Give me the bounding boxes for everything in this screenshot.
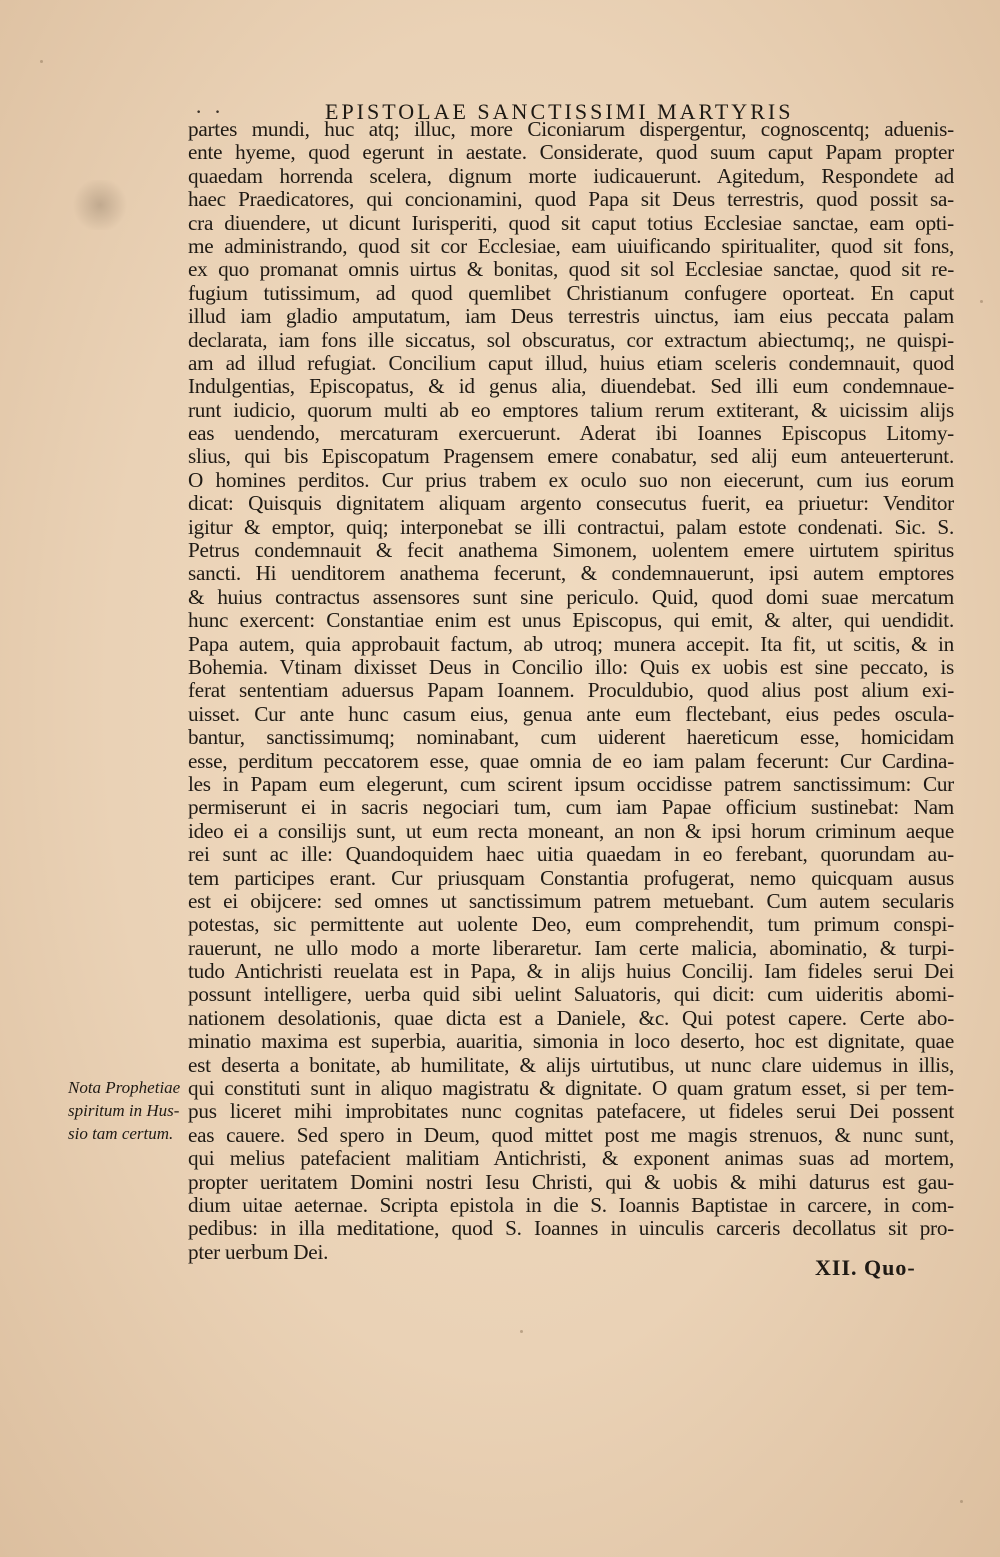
- text-line: am ad illud refugiat. Concilium caput illud, huius etiam sceleris condemnauit, quod: [188, 350, 954, 375]
- text-line: declarata, iam fons ille siccatus, sol obscuratus, cor extractum abiectumq;, ne quispi-: [188, 327, 954, 352]
- text-line: partes mundi, huc atq; illuc, more Ciconiarum dispergentur, cognoscentq; aduenis-: [188, 117, 954, 141]
- body-text: [188, 118, 954, 1264]
- text-line: qui constituti sunt in aliquo magistratu & dignitate. O quam gratum esset, si per tem-: [188, 1076, 954, 1101]
- text-line: Bohemia. Vtinam dixisset Deus in Concilio illo: Quis ex uobis est sine peccato, is: [188, 654, 954, 679]
- text-line: runt iudicio, quorum multi ab eo emptores talium rerum extiterant, & uicissim alijs: [188, 397, 954, 422]
- text-line: ex quo promanat omnis uirtus & bonitas, quod sit sol Ecclesiae sanctae, quod sit re-: [188, 257, 954, 282]
- margin-note-line: sio tam certum.: [68, 1124, 174, 1143]
- text-line: & huius contractus assensores sunt sine periculo. Quid, quod domi suae mercatum: [188, 584, 954, 609]
- running-title: EPISTOLAE SANCTISSIMI MARTYRIS: [325, 99, 794, 124]
- text-line: rei sunt ac ille: Quandoquidem haec uitia quaedam in eo ferebant, quorundam au-: [188, 842, 954, 867]
- text-line: qui melius patefacient malitiam Antichristi, & exponent animas suas ad mortem,: [188, 1146, 954, 1171]
- text-line: slius, qui bis Episcopatum Pragensem emere conabatur, sed alij eum anteuerterunt.: [188, 444, 954, 469]
- text-line: ferat sententiam aduersus Papam Ioannem. Proculdubio, quod alius post alium exi-: [188, 678, 954, 703]
- text-line: Petrus condemnauit & fecit anathema Simonem, uolentem emere uirtutem spiritus: [188, 538, 954, 563]
- text-line: est deserta a bonitate, ab humilitate, & alijs uirtutibus, ut nunc clare uidemus in illis,: [188, 1052, 954, 1077]
- text-line: igitur & emptor, quiq; interponebat se illi contractui, palam estote condenati. Sic. S.: [188, 514, 954, 539]
- text-line: ideo ei a consilijs sunt, ut eum recta moneant, an non & ipsi horum criminum aeque: [188, 818, 954, 843]
- text-line: eas cauere. Sed spero in Deum, quod mittet post me magis strenuos, & nunc sunt,: [188, 1122, 954, 1147]
- margin-note-line: spiritum in Hus-: [68, 1101, 180, 1120]
- text-line: haec Praedicatores, qui concionamini, quod Papa sit Deus terrestris, quod possit sa-: [188, 187, 954, 212]
- text-line: cra diuendere, ut dicunt Iurisperiti, quod sit caput totius Ecclesiae sanctae, eam opti-: [188, 210, 954, 235]
- text-line: me administrando, quod sit cor Ecclesiae, eam uiuificando spiritualiter, quod sit fons,: [188, 233, 954, 258]
- text-line: nationem desolationis, quae dicta est a Daniele, &c. Qui potest capere. Certe abo-: [188, 1005, 954, 1030]
- paper-speck: [980, 300, 983, 303]
- paper-speck: [520, 1330, 523, 1333]
- text-line: propter ueritatem Domini nostri Iesu Christi, qui & uobis & mihi daturus est gau-: [188, 1169, 954, 1194]
- text-line: pus liceret mihi improbitates nunc cognitas patefacere, ut fideles serui Dei possent: [188, 1099, 954, 1124]
- text-line: minatio maxima est superbia, auaritia, simonia in loco deserto, hoc est dignitate, quae: [188, 1029, 954, 1054]
- text-line: hunc exercent: Constantiae enim est unus Episcopus, qui emit, & alter, qui uendidit.: [188, 608, 954, 633]
- paper-speck: [40, 60, 43, 63]
- margin-note-line: Nota Prophetiae: [68, 1078, 181, 1097]
- text-line: Papa autem, quia approbauit factum, ab utroq; munera accepit. Ita fit, ut scitis, & in: [188, 631, 954, 656]
- paper-speck: [960, 1500, 963, 1503]
- text-line: sancti. Hi uenditorem anathema fecerunt, & condemnauerunt, ipsi autem emptores: [188, 561, 954, 586]
- text-line: est ei obijcere: sed omnes ut sanctissimum patrem metuebant. Cum autem secularis: [188, 888, 954, 913]
- margin-note: [68, 1076, 188, 1145]
- ink-bleed-stain: [70, 180, 130, 230]
- text-line: pter uerbum Dei.: [188, 1239, 329, 1264]
- text-line: O homines perditos. Cur prius trabem ex oculo suo non eiecerunt, cum ius eorum: [188, 467, 954, 492]
- text-line: quaedam horrenda scelera, dignum morte iudicauerunt. Agitedum, Respondete ad: [188, 163, 954, 188]
- text-line: potestas, sic permittente aut uolente Deo, eum comprehendit, tum primum conspi-: [188, 912, 954, 937]
- text-line: Indulgentias, Episcopatus, & id genus alia, diuendebat. Sed illi eum condemnaue-: [188, 374, 954, 399]
- text-line: dicat: Quisquis dignitatem aliquam argento consecutus fuerit, ea priuetur: Venditor: [188, 491, 954, 516]
- text-line: tudo Antichristi reuelata est in Papa, & in alijs huius Concilij. Iam fideles serui Dei: [188, 959, 954, 984]
- text-line: fugium tutissimum, ad quod quemlibet Christianum confugere oporteat. En caput: [188, 280, 954, 305]
- text-line: tem participes erant. Cur priusquam Constantia profugerat, nemo quicquam ausus: [188, 865, 954, 890]
- text-line: ente hyeme, quod egerunt in aestate. Considerate, quod suum caput Papam propter: [188, 140, 954, 165]
- text-line: esse, perditum peccatorem esse, quae omnia de eo iam palam fecerunt: Cur Cardina-: [188, 748, 954, 773]
- text-line: permiserunt ei in sacris negociari tum, cum iam Papae officium sustinebat: Nam: [188, 795, 954, 820]
- catchword: XII. Quo-: [815, 1255, 916, 1280]
- text-line: possunt intelligere, uerba quid sibi uelint Saluatoris, qui dicit: cum uideritis abomi-: [188, 982, 954, 1007]
- text-line: les in Papam eum elegerunt, cum scirent ipsum occidisse patrem sanctissimum: Cur: [188, 771, 954, 796]
- text-line: bantur, sanctissimumq; nominabant, cum uiderent haereticum esse, homicidam: [188, 725, 954, 750]
- text-line: uisset. Cur ante hunc casum eius, genua ante eum flectebant, eius pedes oscula-: [188, 701, 954, 726]
- text-line: pedibus: in illa meditatione, quod S. Ioannes in uinculis carceris decollatus sit pro-: [188, 1216, 954, 1241]
- text-line: illud iam gladio amputatum, iam Deus terrestris uinctus, iam eius peccata palam: [188, 304, 954, 329]
- text-line: rauerunt, ne ullo modo a morte liberaretur. Iam certe malicia, abominatio, & turpi-: [188, 935, 954, 960]
- text-line: eas uendendo, mercaturam exercuerunt. Aderat ibi Ioannes Episcopus Litomy-: [188, 421, 954, 446]
- text-line: dium uitae aeternae. Scripta epistola in die S. Ioannis Baptistae in carcere, in com-: [188, 1192, 954, 1217]
- header-marks: · ·: [195, 99, 225, 124]
